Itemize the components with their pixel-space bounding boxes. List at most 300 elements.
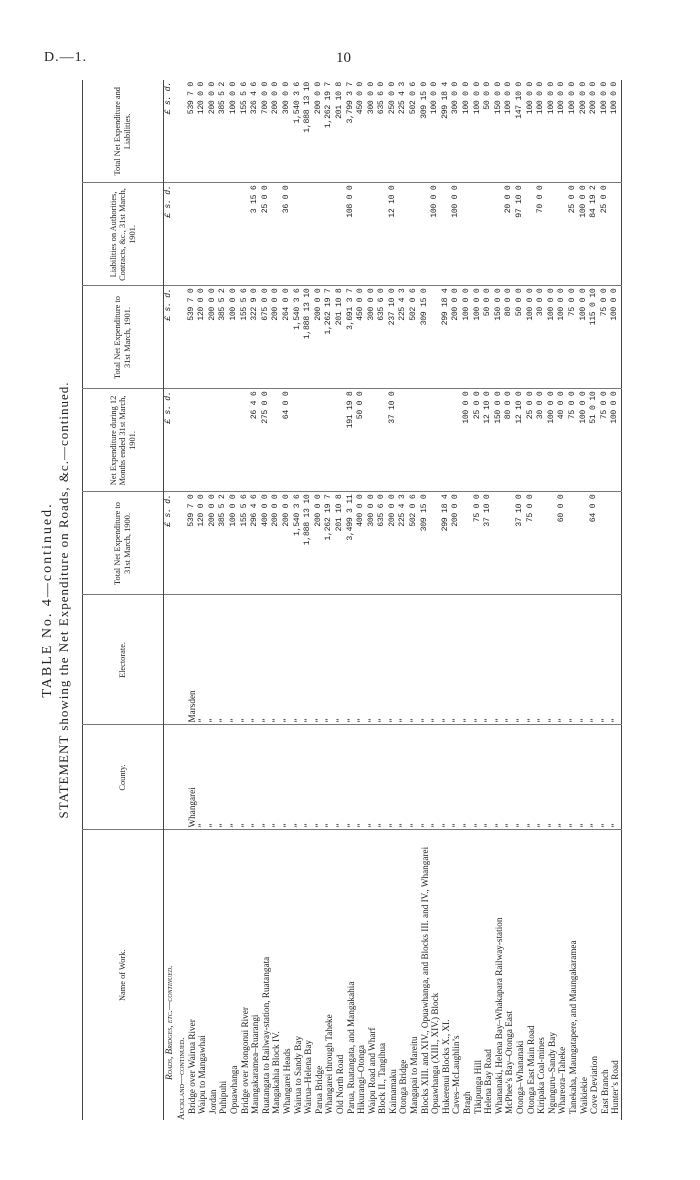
- total-1900-cell: 200 0 0: [208, 492, 219, 595]
- rotated-table-block: [40, 80, 640, 1120]
- total-1900-cell: [504, 492, 515, 595]
- net-1901-cell: 191 19 8: [346, 389, 357, 492]
- table-row: [346, 80, 357, 1120]
- net-1901-cell: [229, 389, 240, 492]
- table-row: [250, 80, 261, 1120]
- county-cell: ”: [218, 725, 229, 830]
- table-row: [303, 80, 314, 1120]
- total-1901-cell: 50 0 0: [483, 286, 494, 389]
- table-row: [282, 80, 293, 1120]
- total-1900-cell: [462, 492, 473, 595]
- electorate-cell: ”: [420, 595, 431, 725]
- net-1901-cell: [441, 389, 452, 492]
- liabilities-cell: [240, 183, 251, 286]
- total-1901-cell: 200 0 0: [314, 286, 325, 389]
- total-1901-cell: 200 0 0: [208, 286, 219, 389]
- total-liabilities-cell: 200 0 0: [314, 80, 325, 183]
- total-liabilities-cell: 100 0 0: [229, 80, 240, 183]
- county-cell: ”: [282, 725, 293, 830]
- table-row: [441, 80, 452, 1120]
- header-row: [83, 80, 164, 1120]
- unit-label: £ s. d.: [164, 183, 177, 286]
- liabilities-cell: 84 19 2: [589, 183, 600, 286]
- total-1901-cell: 120 0 0: [197, 286, 208, 389]
- table-row: [335, 80, 346, 1120]
- electorate-cell: ”: [589, 595, 600, 725]
- electorate-cell: ”: [473, 595, 484, 725]
- total-1900-cell: 37 10 0: [515, 492, 526, 595]
- electorate-cell: ”: [451, 595, 462, 725]
- table-row: [229, 80, 240, 1120]
- total-1901-cell: 100 0 0: [557, 286, 568, 389]
- electorate-cell: ”: [367, 595, 378, 725]
- col-header-name: Name of Work.: [83, 830, 164, 1120]
- net-1901-cell: 100 0 0: [547, 389, 558, 492]
- county-cell: ”: [356, 725, 367, 830]
- total-liabilities-cell: 502 0 6: [409, 80, 420, 183]
- electorate-cell: ”: [462, 595, 473, 725]
- net-1901-cell: 37 10 0: [388, 389, 399, 492]
- total-liabilities-cell: 200 0 0: [208, 80, 219, 183]
- liabilities-cell: 100 0 0: [451, 183, 462, 286]
- table-row: [367, 80, 378, 1120]
- county-cell: ”: [409, 725, 420, 830]
- liabilities-cell: [441, 183, 452, 286]
- county-cell: ”: [367, 725, 378, 830]
- table-row: [261, 80, 272, 1120]
- net-1901-cell: 100 0 0: [610, 389, 621, 492]
- total-1900-cell: 296 4 6: [250, 492, 261, 595]
- electorate-cell: ”: [515, 595, 526, 725]
- net-1901-cell: [187, 389, 198, 492]
- work-name: East Branch: [599, 1069, 610, 1114]
- county-cell: ”: [462, 725, 473, 830]
- total-1900-cell: 200 0 0: [388, 492, 399, 595]
- total-1900-cell: 400 0 0: [261, 492, 272, 595]
- total-1901-cell: 635 6 0: [377, 286, 388, 389]
- county-cell: ”: [473, 725, 484, 830]
- net-1901-cell: 25 0 0: [526, 389, 537, 492]
- total-1901-cell: 100 0 0: [473, 286, 484, 389]
- county-cell: ”: [208, 725, 219, 830]
- total-liabilities-cell: 450 0 0: [356, 80, 367, 183]
- table-row: [568, 80, 579, 1120]
- electorate-cell: ”: [261, 595, 272, 725]
- total-1901-cell: 322 9 0: [250, 286, 261, 389]
- table-row: [536, 80, 547, 1120]
- electorate-cell: ”: [579, 595, 590, 725]
- table-row: [579, 80, 590, 1120]
- table-row: [547, 80, 558, 1120]
- total-1901-cell: 300 0 0: [367, 286, 378, 389]
- total-liabilities-cell: 300 0 0: [282, 80, 293, 183]
- county-cell: ”: [240, 725, 251, 830]
- net-1901-cell: 100 0 0: [462, 389, 473, 492]
- electorate-cell: ”: [536, 595, 547, 725]
- total-1901-cell: 115 0 10: [589, 286, 600, 389]
- liabilities-cell: [483, 183, 494, 286]
- total-1900-cell: 120 0 0: [197, 492, 208, 595]
- electorate-cell: ”: [441, 595, 452, 725]
- liabilities-cell: [420, 183, 431, 286]
- total-1900-cell: [547, 492, 558, 595]
- work-name: Block II., Tangihua: [377, 1042, 388, 1114]
- total-1901-cell: 309 15 0: [420, 286, 431, 389]
- document-code: D.—1.: [44, 50, 88, 65]
- total-liabilities-cell: 100 0 0: [600, 80, 611, 183]
- county-cell: ”: [324, 725, 335, 830]
- liabilities-cell: [229, 183, 240, 286]
- net-1901-cell: [367, 389, 378, 492]
- net-1901-cell: [420, 389, 431, 492]
- net-1901-cell: [409, 389, 420, 492]
- total-liabilities-cell: 100 0 0: [547, 80, 558, 183]
- total-liabilities-cell: 225 4 3: [398, 80, 409, 183]
- electorate-cell: ”: [324, 595, 335, 725]
- section-heading: Roads, Bridges, etc.—continued.: [164, 965, 174, 1080]
- county-cell: ”: [388, 725, 399, 830]
- expenditure-table: [82, 80, 622, 1120]
- electorate-cell: ”: [356, 595, 367, 725]
- table-title: TABLE No. 4—continued.: [40, 502, 55, 698]
- total-1900-cell: [579, 492, 590, 595]
- table-row: [324, 80, 335, 1120]
- total-1900-cell: 1,888 13 10: [303, 492, 314, 595]
- work-name: Bragh: [462, 1091, 473, 1114]
- liabilities-cell: [398, 183, 409, 286]
- work-name: Whangarei through Taheke: [324, 1014, 335, 1114]
- liabilities-cell: [335, 183, 346, 286]
- electorate-cell: ”: [409, 595, 420, 725]
- work-name: Whananaki, Helena Bay–Whakapara Railway-station: [493, 917, 504, 1114]
- total-1900-cell: [536, 492, 547, 595]
- table-row: [515, 80, 526, 1120]
- total-1901-cell: 237 10 0: [388, 286, 399, 389]
- total-liabilities-cell: 700 0 0: [261, 80, 272, 183]
- electorate-cell: ”: [218, 595, 229, 725]
- work-name: Tikipunga Hill: [472, 1059, 483, 1114]
- electorate-cell: ”: [335, 595, 346, 725]
- liabilities-cell: [367, 183, 378, 286]
- county-cell: Whangarei: [187, 725, 198, 830]
- total-1901-cell: 75 0 0: [568, 286, 579, 389]
- total-liabilities-cell: 635 6 0: [377, 80, 388, 183]
- table-row: [356, 80, 367, 1120]
- total-1900-cell: 635 6 0: [377, 492, 388, 595]
- total-1900-cell: 100 0 0: [229, 492, 240, 595]
- table-row: [494, 80, 505, 1120]
- county-cell: ”: [494, 725, 505, 830]
- table-row: [430, 80, 441, 1120]
- total-1900-cell: 200 0 0: [314, 492, 325, 595]
- work-name: Cove Deviation: [589, 1056, 600, 1114]
- work-name: Puhipuhi: [218, 1080, 229, 1114]
- table-row: [187, 80, 198, 1120]
- total-1901-cell: 1,540 3 6: [293, 286, 304, 389]
- electorate-cell: ”: [483, 595, 494, 725]
- work-name: Blocks XIII. and XIV., Opuawhanga, and Blocks III. and IV., Whangarei: [419, 846, 430, 1114]
- total-liabilities-cell: 100 0 0: [462, 80, 473, 183]
- net-1901-cell: 80 0 0: [504, 389, 515, 492]
- total-liabilities-cell: 155 5 6: [240, 80, 251, 183]
- total-1900-cell: 75 0 0: [526, 492, 537, 595]
- total-1900-cell: 225 4 3: [398, 492, 409, 595]
- net-1901-cell: 64 0 0: [282, 389, 293, 492]
- county-cell: ”: [197, 725, 208, 830]
- work-name: Bridge over Mongonui River: [239, 1007, 250, 1114]
- liabilities-cell: 25 0 0: [600, 183, 611, 286]
- table-row: [483, 80, 494, 1120]
- total-liabilities-cell: 539 7 0: [187, 80, 198, 183]
- net-1901-cell: 150 0 0: [494, 389, 505, 492]
- table-row: [504, 80, 515, 1120]
- total-1900-cell: 539 7 0: [187, 492, 198, 595]
- table-row: [240, 80, 251, 1120]
- total-liabilities-cell: 100 0 0: [536, 80, 547, 183]
- total-1901-cell: 201 10 8: [335, 286, 346, 389]
- table-row: [451, 80, 462, 1120]
- net-1901-cell: [398, 389, 409, 492]
- county-cell: ”: [303, 725, 314, 830]
- units-row: [164, 80, 177, 1120]
- unit-label: £ s. d.: [164, 389, 177, 492]
- liabilities-cell: [187, 183, 198, 286]
- total-1901-cell: 100 0 0: [579, 286, 590, 389]
- net-1901-cell: [218, 389, 229, 492]
- county-cell: ”: [314, 725, 325, 830]
- net-1901-cell: 75 0 0: [568, 389, 579, 492]
- total-liabilities-cell: 300 0 0: [451, 80, 462, 183]
- liabilities-cell: [324, 183, 335, 286]
- total-1900-cell: [610, 492, 621, 595]
- total-1901-cell: 200 0 0: [271, 286, 282, 389]
- liabilities-cell: [494, 183, 505, 286]
- work-name: Hunter’s Road: [610, 1060, 621, 1114]
- total-liabilities-cell: 1,262 19 7: [324, 80, 335, 183]
- total-1900-cell: 60 0 0: [557, 492, 568, 595]
- total-1900-cell: 64 0 0: [589, 492, 600, 595]
- total-1901-cell: 100 0 0: [229, 286, 240, 389]
- table-row: [293, 80, 304, 1120]
- work-name: Ruatangata to Railway-station, Ruatangata: [260, 956, 271, 1114]
- liabilities-cell: 3 15 6: [250, 183, 261, 286]
- liabilities-cell: 25 0 0: [261, 183, 272, 286]
- liabilities-cell: 70 0 0: [536, 183, 547, 286]
- work-name: Wairua–Helena Bay: [303, 1039, 314, 1114]
- liabilities-cell: 108 0 0: [346, 183, 357, 286]
- electorate-cell: ”: [240, 595, 251, 725]
- total-liabilities-cell: 150 0 0: [494, 80, 505, 183]
- table-subtitle: STATEMENT showing the Net Expenditure on Roads, &c.—continued.: [56, 381, 71, 819]
- liabilities-cell: [377, 183, 388, 286]
- table-row: [314, 80, 325, 1120]
- col-header-electorate: Electorate.: [83, 595, 164, 725]
- total-1901-cell: [430, 286, 441, 389]
- electorate-cell: ”: [557, 595, 568, 725]
- county-cell: ”: [515, 725, 526, 830]
- electorate-cell: ”: [504, 595, 515, 725]
- total-1900-cell: 400 0 0: [356, 492, 367, 595]
- liabilities-cell: [303, 183, 314, 286]
- liabilities-cell: [293, 183, 304, 286]
- net-1901-cell: [451, 389, 462, 492]
- work-name: Mangapai to Mareitu: [409, 1036, 420, 1114]
- total-liabilities-cell: 1,888 13 10: [303, 80, 314, 183]
- table-row: [208, 80, 219, 1120]
- liabilities-cell: 36 0 0: [282, 183, 293, 286]
- electorate-cell: ”: [526, 595, 537, 725]
- county-cell: ”: [261, 725, 272, 830]
- total-liabilities-cell: 120 0 0: [197, 80, 208, 183]
- liabilities-cell: [197, 183, 208, 286]
- net-1901-cell: [314, 389, 325, 492]
- total-1900-cell: 1,262 19 7: [324, 492, 335, 595]
- total-1900-cell: 200 0 0: [451, 492, 462, 595]
- total-liabilities-cell: 100 0 0: [430, 80, 441, 183]
- total-1900-cell: 200 0 0: [282, 492, 293, 595]
- electorate-cell: ”: [494, 595, 505, 725]
- total-1900-cell: [430, 492, 441, 595]
- total-1900-cell: 299 18 4: [441, 492, 452, 595]
- liabilities-cell: [526, 183, 537, 286]
- table-row: [377, 80, 388, 1120]
- total-liabilities-cell: 100 0 0: [610, 80, 621, 183]
- county-cell: ”: [293, 725, 304, 830]
- total-liabilities-cell: 200 0 0: [589, 80, 600, 183]
- total-1901-cell: 155 5 6: [240, 286, 251, 389]
- total-1901-cell: 450 0 0: [356, 286, 367, 389]
- county-cell: ”: [420, 725, 431, 830]
- table-row: [589, 80, 600, 1120]
- liabilities-cell: [208, 183, 219, 286]
- total-1901-cell: 100 0 0: [610, 286, 621, 389]
- county-cell: ”: [250, 725, 261, 830]
- county-cell: ”: [557, 725, 568, 830]
- work-name: Jordan: [207, 1089, 218, 1114]
- total-1901-cell: 3,691 3 7: [346, 286, 357, 389]
- total-liabilities-cell: 200 0 0: [579, 80, 590, 183]
- table-row: [526, 80, 537, 1120]
- total-1900-cell: 502 0 6: [409, 492, 420, 595]
- total-1900-cell: [568, 492, 579, 595]
- total-1901-cell: 264 0 0: [282, 286, 293, 389]
- electorate-cell: ”: [398, 595, 409, 725]
- county-cell: ”: [536, 725, 547, 830]
- liabilities-cell: 12 10 0: [388, 183, 399, 286]
- liabilities-cell: 25 0 0: [568, 183, 579, 286]
- total-1900-cell: 309 15 0: [420, 492, 431, 595]
- table-row: [388, 80, 399, 1120]
- col-header-county: County.: [83, 725, 164, 830]
- county-cell: ”: [229, 725, 240, 830]
- net-1901-cell: [271, 389, 282, 492]
- county-cell: ”: [398, 725, 409, 830]
- liabilities-cell: [218, 183, 229, 286]
- electorate-cell: ”: [229, 595, 240, 725]
- total-liabilities-cell: 100 0 0: [557, 80, 568, 183]
- work-name: Hukerenui Blocks X., XI.: [440, 1019, 451, 1114]
- total-1901-cell: 80 0 0: [504, 286, 515, 389]
- county-cell: ”: [589, 725, 600, 830]
- total-1901-cell: 100 0 0: [547, 286, 558, 389]
- work-name: Tanekaha, Maungatapere, and Maungakaramea: [567, 940, 578, 1114]
- total-1901-cell: 75 0 0: [600, 286, 611, 389]
- net-1901-cell: [377, 389, 388, 492]
- work-name: Whareora–Taheke: [557, 1046, 568, 1114]
- work-name: Parua, Ruatangata, and Mangakahia: [345, 981, 356, 1114]
- col-header-total-1900: Total Net Expenditure to 31st March, 1900.: [83, 492, 164, 595]
- county-cell: ”: [335, 725, 346, 830]
- total-1900-cell: 37 10 0: [483, 492, 494, 595]
- total-liabilities-cell: 100 0 0: [526, 80, 537, 183]
- net-1901-cell: 275 0 0: [261, 389, 272, 492]
- total-1901-cell: 150 0 0: [494, 286, 505, 389]
- county-cell: ”: [600, 725, 611, 830]
- total-1901-cell: 502 0 6: [409, 286, 420, 389]
- electorate-cell: ”: [208, 595, 219, 725]
- net-1901-cell: [430, 389, 441, 492]
- total-liabilities-cell: 100 0 0: [568, 80, 579, 183]
- total-1900-cell: 3,499 3 11: [346, 492, 357, 595]
- total-liabilities-cell: 300 0 0: [367, 80, 378, 183]
- work-name: Kiripaka Coal-mines: [536, 1037, 547, 1114]
- total-1901-cell: 100 0 0: [526, 286, 537, 389]
- net-1901-cell: 30 0 0: [536, 389, 547, 492]
- total-1901-cell: 50 0 0: [515, 286, 526, 389]
- total-liabilities-cell: 309 15 0: [420, 80, 431, 183]
- total-liabilities-cell: 201 10 8: [335, 80, 346, 183]
- total-liabilities-cell: 200 0 0: [271, 80, 282, 183]
- work-name: Bridge over Wairua River: [186, 1019, 197, 1114]
- liabilities-cell: [547, 183, 558, 286]
- total-1901-cell: 675 0 0: [261, 286, 272, 389]
- electorate-cell: ”: [271, 595, 282, 725]
- liabilities-cell: [473, 183, 484, 286]
- total-1900-cell: [494, 492, 505, 595]
- net-1901-cell: 100 0 0: [579, 389, 590, 492]
- county-cell: ”: [441, 725, 452, 830]
- county-cell: ”: [610, 725, 621, 830]
- liabilities-cell: [462, 183, 473, 286]
- net-1901-cell: [324, 389, 335, 492]
- work-name: Helena Bay Road: [483, 1049, 494, 1114]
- liabilities-cell: [557, 183, 568, 286]
- county-cell: ”: [568, 725, 579, 830]
- net-1901-cell: 51 0 10: [589, 389, 600, 492]
- liabilities-cell: 100 0 0: [430, 183, 441, 286]
- total-liabilities-cell: 100 0 0: [473, 80, 484, 183]
- total-1900-cell: [600, 492, 611, 595]
- electorate-cell: ”: [282, 595, 293, 725]
- electorate-cell: ”: [547, 595, 558, 725]
- electorate-cell: ”: [568, 595, 579, 725]
- total-1900-cell: 75 0 0: [473, 492, 484, 595]
- work-name: Mangakahia Block IV.: [271, 1031, 282, 1114]
- liabilities-cell: [356, 183, 367, 286]
- work-name: Ngunguru–Sandy Bay: [546, 1032, 557, 1114]
- liabilities-cell: 97 10 0: [515, 183, 526, 286]
- net-1901-cell: [240, 389, 251, 492]
- net-1901-cell: 50 0 0: [356, 389, 367, 492]
- table-row: [398, 80, 409, 1120]
- total-1901-cell: 100 0 0: [462, 286, 473, 389]
- total-1900-cell: 200 0 0: [271, 492, 282, 595]
- total-1900-cell: 300 0 0: [367, 492, 378, 595]
- net-1901-cell: 40 0 0: [557, 389, 568, 492]
- net-1901-cell: 26 4 6: [250, 389, 261, 492]
- work-name: Wairua to Sandy Bay: [292, 1035, 303, 1114]
- total-1901-cell: 200 0 0: [451, 286, 462, 389]
